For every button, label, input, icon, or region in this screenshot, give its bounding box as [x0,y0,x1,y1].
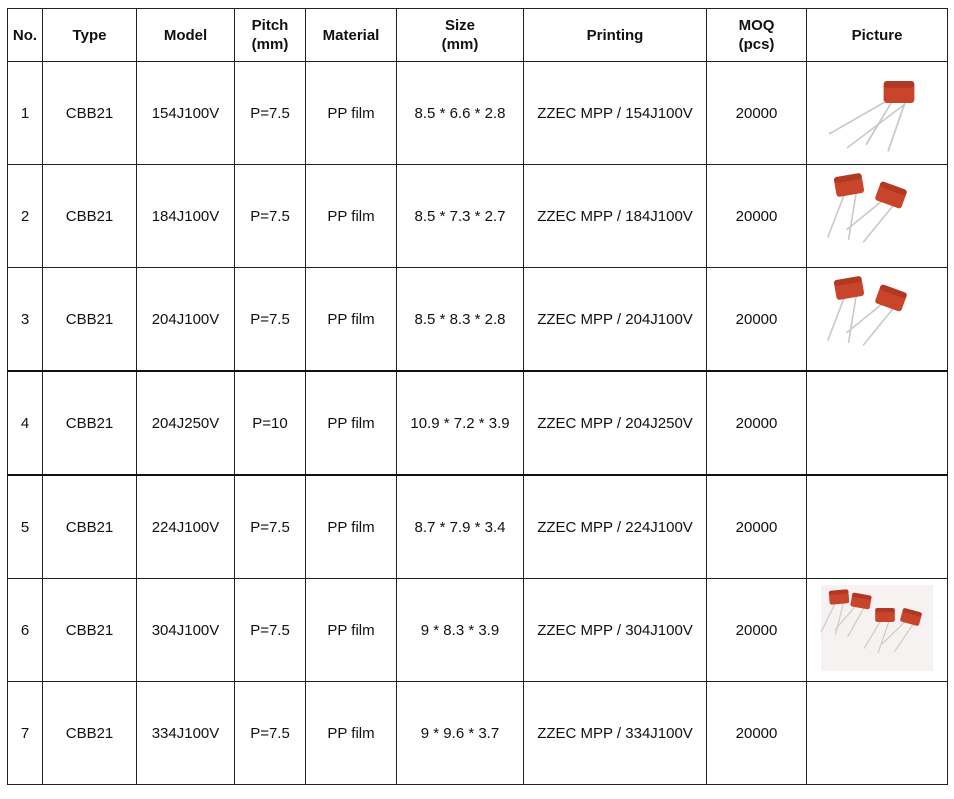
cell-picture-empty [807,475,948,579]
cell-moq: 20000 [707,268,807,372]
capacitor-picture [807,62,948,165]
table-row [8,475,948,579]
cell-no: 2 [8,165,43,268]
cell-moq: 20000 [707,371,807,475]
table-row [8,682,948,785]
capacitor-picture [807,579,948,682]
cell-model: 204J100V [137,268,235,372]
cell-printing: ZZEC MPP / 334J100V [524,682,707,785]
header-type: Type [43,9,137,62]
capacitor-picture [807,268,948,372]
header-size: Size (mm) [397,9,524,62]
cell-size: 8.5 * 7.3 * 2.7 [397,165,524,268]
table-row [8,268,948,372]
cell-material: PP film [306,165,397,268]
cell-no: 5 [8,475,43,579]
cell-model: 224J100V [137,475,235,579]
cell-no: 4 [8,371,43,475]
cell-pitch: P=7.5 [235,579,306,682]
header-pitch: Pitch (mm) [235,9,306,62]
cell-printing: ZZEC MPP / 154J100V [524,62,707,165]
cell-no: 3 [8,268,43,372]
header-moq: MOQ (pcs) [707,9,807,62]
table-row [8,579,948,682]
cell-pitch: P=7.5 [235,62,306,165]
cell-size: 8.5 * 6.6 * 2.8 [397,62,524,165]
cell-printing: ZZEC MPP / 204J250V [524,371,707,475]
cell-size: 8.7 * 7.9 * 3.4 [397,475,524,579]
cell-model: 304J100V [137,579,235,682]
cell-moq: 20000 [707,475,807,579]
table-row [8,165,948,268]
cell-type: CBB21 [43,371,137,475]
cell-type: CBB21 [43,62,137,165]
cell-material: PP film [306,268,397,372]
cell-pitch: P=7.5 [235,268,306,372]
cell-model: 204J250V [137,371,235,475]
cell-pitch: P=7.5 [235,165,306,268]
capacitor-picture [807,165,948,268]
header-no: No. [8,9,43,62]
header-model: Model [137,9,235,62]
cell-material: PP film [306,579,397,682]
cell-moq: 20000 [707,165,807,268]
cell-moq: 20000 [707,682,807,785]
cell-size: 10.9 * 7.2 * 3.9 [397,371,524,475]
cell-model: 334J100V [137,682,235,785]
cell-printing: ZZEC MPP / 204J100V [524,268,707,372]
cell-material: PP film [306,371,397,475]
cell-material: PP film [306,475,397,579]
cell-size: 8.5 * 8.3 * 2.8 [397,268,524,372]
cell-type: CBB21 [43,268,137,372]
cell-type: CBB21 [43,682,137,785]
cell-pitch: P=7.5 [235,475,306,579]
cell-material: PP film [306,682,397,785]
cell-moq: 20000 [707,579,807,682]
cell-material: PP film [306,62,397,165]
cell-no: 6 [8,579,43,682]
cell-picture-empty [807,682,948,785]
cell-printing: ZZEC MPP / 304J100V [524,579,707,682]
cell-model: 184J100V [137,165,235,268]
table-row [8,62,948,165]
cell-printing: ZZEC MPP / 184J100V [524,165,707,268]
header-printing: Printing [524,9,707,62]
cell-type: CBB21 [43,165,137,268]
cell-no: 7 [8,682,43,785]
cell-moq: 20000 [707,62,807,165]
cell-picture-empty [807,371,948,475]
cell-no: 1 [8,62,43,165]
table-row [8,371,948,475]
cell-model: 154J100V [137,62,235,165]
cell-pitch: P=7.5 [235,682,306,785]
cell-type: CBB21 [43,475,137,579]
header-material: Material [306,9,397,62]
cell-size: 9 * 8.3 * 3.9 [397,579,524,682]
cell-printing: ZZEC MPP / 224J100V [524,475,707,579]
cell-pitch: P=10 [235,371,306,475]
capacitor-spec-table [7,8,948,785]
cell-size: 9 * 9.6 * 3.7 [397,682,524,785]
cell-type: CBB21 [43,579,137,682]
header-picture: Picture [807,9,948,62]
header-row [8,9,948,62]
